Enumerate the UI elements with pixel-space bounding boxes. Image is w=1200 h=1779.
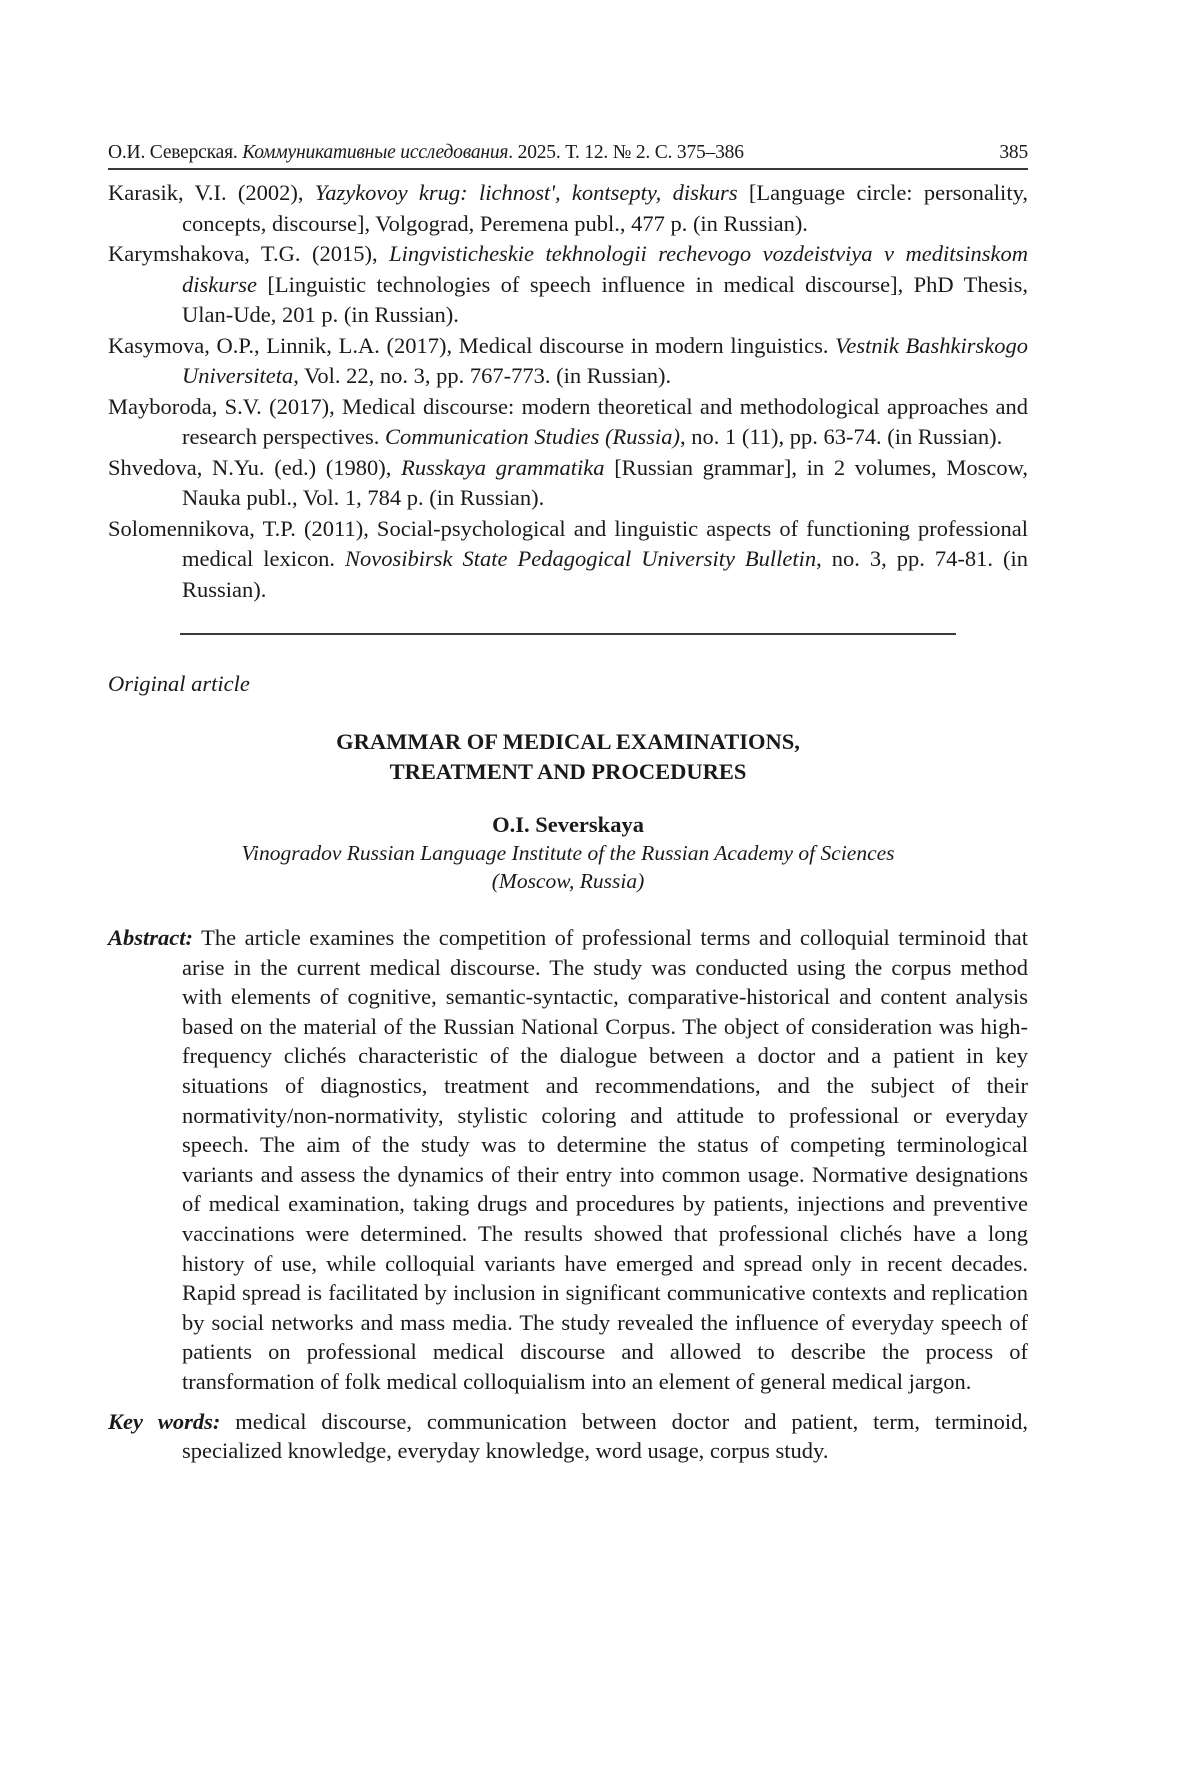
abstract-text: The article examines the competition of professional terms and colloquial terminoid that arise in the current medical discourse. The study was conducted using the corpus method with elements of cognitive, semantic-syntactic, comparative-historical and content analysis based on the material of the Russian National Corpus. The object of consideration was high-frequency clichés characteristic of the dialogue between a doctor and a patient in key situations of diagnostics, treatment and recommendations, and the subject of their normativity/non-normativity, stylistic coloring and attitude to professional or everyday speech. The aim of the study was to determine the status of competing terminological variants and assess the dynamics of their entry into common usage. Normative designations of medical examination, taking drugs and procedures by patients, injections and preventive vaccinations were determined. The results showed that professional clichés have a long history of use, while colloquial variants have emerged and spread only in recent decades. Rapid spread is facilitated by inclusion in significant communicative contexts and replication by social networks and mass media. The study revealed the influence of everyday speech of patients on professional medical discourse and allowed to describe the process of transformation of folk medical colloquialism into an element of general medical jargon.: [182, 925, 1029, 1394]
abstract-label: Abstract:: [108, 925, 194, 950]
article-author: O.I. Severskaya: [492, 812, 644, 837]
running-head: [108, 142, 1028, 170]
section-divider: [180, 633, 956, 635]
abstract: [108, 923, 1028, 1397]
reference-item: Shvedova, N.Yu. (ed.) (1980), Russkaya grammatika [Russian grammar], in 2 volumes, Moscow, Nauka publ., Vol. 1, 784 p. (in Russian).: [108, 454, 1028, 510]
article-title: GRAMMAR OF MEDICAL EXAMINATIONS, TREATMENT AND PROCEDURES: [336, 729, 800, 784]
author-affiliation: Vinogradov Russian Language Institute of the Russian Academy of Sciences (Moscow, Russia): [241, 841, 895, 893]
running-head-author: О.И. Северская.: [108, 142, 238, 163]
reference-item: Mayboroda, S.V. (2017), Medical discourse: modern theoretical and methodological approaches and research perspectives. Communication Studies (Russia), no. 1 (11), pp. 63-74. (in Russian).: [108, 393, 1028, 449]
reference-item: Karasik, V.I. (2002), Yazykovoy krug: lichnost', kontsepty, diskurs [Language circle: personality, concepts, discourse], Volgograd, Peremena publ., 477 p. (in Russian).: [108, 180, 1028, 236]
article-type: Original article: [108, 671, 250, 696]
reference-item: Kasymova, O.P., Linnik, L.A. (2017), Medical discourse in modern linguistics. Vestnik Bashkirskogo Universiteta, Vol. 22, no. 3, pp. 767-773. (in Russian).: [108, 332, 1029, 388]
page-number: 385: [999, 142, 1028, 163]
running-head-citation: [108, 142, 744, 164]
reference-item: Karymshakova, T.G. (2015), Lingvisticheskie tekhnologii rechevogo vozdeistviya v meditsinskom diskurse [Linguistic technologies of speech influence in medical discourse], PhD Thesis, Ulan-Ude, 201 p. (in Russian).: [108, 241, 1028, 327]
keywords-label: Key words:: [108, 1408, 221, 1434]
running-head-issue: . 2025. Т. 12. № 2. С. 375–386: [508, 142, 744, 163]
keywords: [108, 1407, 1028, 1466]
page: [108, 142, 1028, 1466]
reference-list: [108, 178, 1028, 605]
reference-item: Solomennikova, T.P. (2011), Social-psychological and linguistic aspects of functioning professional medical lexicon. Novosibirsk State Pedagogical University Bulletin, no. 3, pp. 74-81. (in Russian).: [108, 515, 1028, 602]
running-head-journal: Коммуникативные исследования: [242, 142, 509, 163]
keywords-text: medical discourse, communication between doctor and patient, term, terminoid, specialized knowledge, everyday knowledge, word usage, corpus study.: [182, 1408, 1028, 1464]
